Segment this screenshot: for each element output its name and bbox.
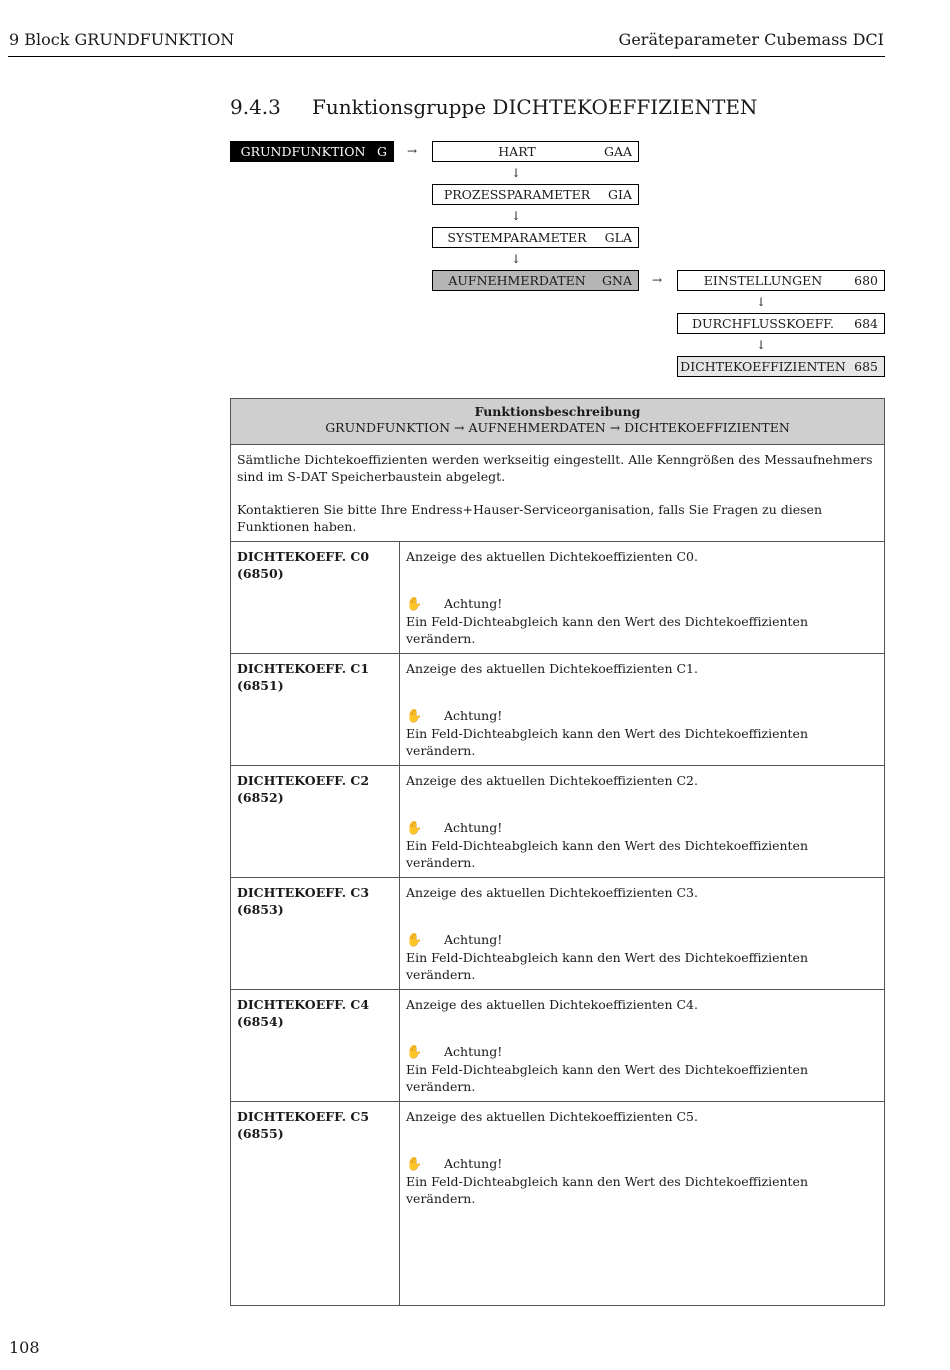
warning-title: Achtung! — [444, 1156, 503, 1171]
table-row — [231, 1102, 885, 1306]
nav-box-aufnehmerdaten — [432, 270, 639, 291]
arrow-down-icon: ↓ — [511, 252, 522, 266]
function-description: Anzeige des aktuellen Dichtekoeffizienten C2. — [406, 773, 698, 788]
table-header — [231, 399, 885, 445]
warning-title: Achtung! — [444, 596, 503, 611]
running-header-right: Geräteparameter Cubemass DCI — [618, 30, 884, 49]
function-name-cell — [231, 766, 400, 878]
hand-icon: ✋ — [406, 597, 423, 612]
function-name: DICHTEKOEFF. C3 — [237, 885, 370, 900]
warning-note — [406, 707, 878, 759]
function-name-cell — [231, 878, 400, 990]
arrow-down-icon: ↓ — [756, 295, 767, 309]
function-description-cell — [400, 766, 885, 878]
function-description: Anzeige des aktuellen Dichtekoeffizienten C3. — [406, 885, 698, 900]
function-name: DICHTEKOEFF. C2 — [237, 773, 370, 788]
warning-note — [406, 819, 878, 871]
arrow-right-icon: → — [407, 144, 418, 158]
table-row — [231, 990, 885, 1102]
table-intro — [231, 445, 885, 542]
warning-note — [406, 1155, 878, 1207]
warning-text: Ein Feld-Dichteabgleich kann den Wert des Dichtekoeffizienten verändern. — [406, 838, 809, 870]
nav-box-code: 684 — [854, 316, 878, 331]
hand-icon: ✋ — [406, 709, 423, 724]
nav-box-label: HART — [498, 144, 536, 159]
nav-box-einstellungen — [677, 270, 885, 291]
function-description-cell — [400, 878, 885, 990]
warning-title: Achtung! — [444, 932, 503, 947]
nav-box-hart — [432, 141, 639, 162]
nav-box-code: 680 — [854, 273, 878, 288]
function-description: Anzeige des aktuellen Dichtekoeffizienten C0. — [406, 549, 698, 564]
intro-paragraph: Kontaktieren Sie bitte Ihre Endress+Hauser-Serviceorganisation, falls Sie Fragen zu diesen Funktionen haben. — [237, 502, 822, 534]
nav-box-label: GRUNDFUNKTION — [240, 144, 366, 159]
table-row — [231, 654, 885, 766]
nav-box-label: DICHTEKOEFFIZIENTEN — [680, 359, 846, 374]
warning-title: Achtung! — [444, 820, 503, 835]
table-row — [231, 542, 885, 654]
function-description: Anzeige des aktuellen Dichtekoeffizienten C5. — [406, 1109, 698, 1124]
nav-box-code: GNA — [602, 273, 632, 288]
arrow-down-icon: ↓ — [756, 338, 767, 352]
table-row — [231, 878, 885, 990]
nav-box-code: GAA — [603, 144, 632, 159]
nav-box-code: 685 — [854, 359, 878, 374]
function-description: Anzeige des aktuellen Dichtekoeffizienten C1. — [406, 661, 698, 676]
function-name-cell — [231, 1102, 400, 1306]
nav-box-code: GLA — [604, 230, 632, 245]
nav-box-label: EINSTELLUNGEN — [703, 273, 823, 288]
hand-icon: ✋ — [406, 1157, 423, 1172]
function-code: (6853) — [237, 902, 284, 917]
function-name-cell — [231, 542, 400, 654]
nav-box-systemparameter — [432, 227, 639, 248]
warning-text: Ein Feld-Dichteabgleich kann den Wert des Dichtekoeffizienten verändern. — [406, 726, 809, 758]
warning-note — [406, 931, 878, 983]
function-code: (6850) — [237, 566, 284, 581]
function-name-cell — [231, 990, 400, 1102]
function-description-cell — [400, 542, 885, 654]
nav-box-label: AUFNEHMERDATEN — [448, 273, 586, 288]
warning-title: Achtung! — [444, 708, 503, 723]
function-name: DICHTEKOEFF. C1 — [237, 661, 370, 676]
hand-icon: ✋ — [406, 933, 423, 948]
page-number: 108 — [9, 1338, 40, 1357]
warning-text: Ein Feld-Dichteabgleich kann den Wert des Dichtekoeffizienten verändern. — [406, 1062, 809, 1094]
function-code: (6852) — [237, 790, 284, 805]
arrow-right-icon: → — [652, 273, 663, 287]
nav-box-prozessparameter — [432, 184, 639, 205]
table-path: GRUNDFUNKTION → AUFNEHMERDATEN → DICHTEKOEFFIZIENTEN — [325, 420, 790, 435]
header-rule — [8, 56, 885, 57]
arrow-down-icon: ↓ — [511, 166, 522, 180]
table-row — [231, 766, 885, 878]
function-code: (6854) — [237, 1014, 284, 1029]
warning-text: Ein Feld-Dichteabgleich kann den Wert des Dichtekoeffizienten verändern. — [406, 950, 809, 982]
warning-note — [406, 1043, 878, 1095]
function-description: Anzeige des aktuellen Dichtekoeffizienten C4. — [406, 997, 698, 1012]
hand-icon: ✋ — [406, 1045, 423, 1060]
function-name-cell — [231, 654, 400, 766]
nav-box-label: PROZESSPARAMETER — [443, 187, 591, 202]
nav-box-durchflusskoeff — [677, 313, 885, 334]
function-description-table — [230, 398, 885, 1306]
function-code: (6855) — [237, 1126, 284, 1141]
warning-text: Ein Feld-Dichteabgleich kann den Wert des Dichtekoeffizienten verändern. — [406, 1174, 809, 1206]
function-name: DICHTEKOEFF. C0 — [237, 549, 370, 564]
arrow-down-icon: ↓ — [511, 209, 522, 223]
hand-icon: ✋ — [406, 821, 423, 836]
nav-box-label: SYSTEMPARAMETER — [447, 230, 587, 245]
section-heading — [230, 95, 757, 119]
running-header-left: 9 Block GRUNDFUNKTION — [9, 30, 235, 49]
warning-text: Ein Feld-Dichteabgleich kann den Wert des Dichtekoeffizienten verändern. — [406, 614, 809, 646]
section-number: 9.4.3 — [230, 95, 281, 119]
function-name: DICHTEKOEFF. C5 — [237, 1109, 370, 1124]
nav-box-grundfunktion — [230, 141, 394, 162]
section-title: Funktionsgruppe DICHTEKOEFFIZIENTEN — [312, 95, 758, 119]
function-code: (6851) — [237, 678, 284, 693]
intro-paragraph: Sämtliche Dichtekoeffizienten werden werkseitig eingestellt. Alle Kenngrößen des Messaufnehmers sind im S-DAT Speicherbaustein abgelegt. — [237, 452, 873, 484]
nav-box-label: DURCHFLUSSKOEFF. — [692, 316, 834, 331]
nav-box-code: GIA — [608, 187, 632, 202]
warning-title: Achtung! — [444, 1044, 503, 1059]
function-name: DICHTEKOEFF. C4 — [237, 997, 370, 1012]
function-description-cell — [400, 1102, 885, 1306]
function-description-cell — [400, 990, 885, 1102]
nav-box-code: G — [377, 144, 387, 159]
table-title: Funktionsbeschreibung — [474, 404, 641, 419]
warning-note — [406, 595, 878, 647]
nav-box-dichtekoeffizienten — [677, 356, 885, 377]
function-description-cell — [400, 654, 885, 766]
